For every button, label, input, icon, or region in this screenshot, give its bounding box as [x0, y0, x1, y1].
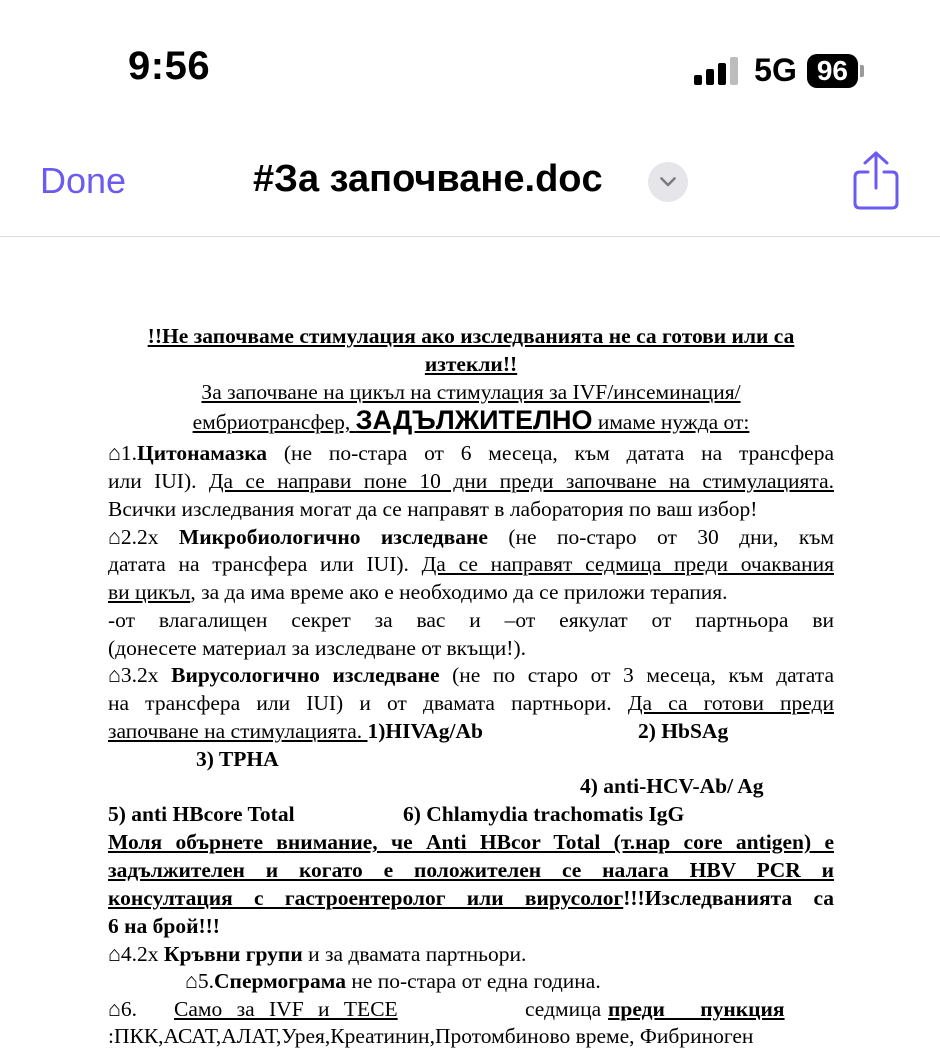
- item-4: ⌂4.2х Кръвни групи и за двамата партньори.: [108, 942, 527, 966]
- item-2-line-4: -от влагалищен секрет за вас и –от еякулат от партньора ви: [108, 608, 834, 632]
- test-anti-hcv: 4) anti-HCV-Ab/ Ag: [580, 774, 764, 798]
- item-1-line-2: или IUI). Да се направи поне 10 дни преди започване на стимулацията.: [108, 469, 835, 493]
- test-anti-hbcore: 5) anti HBcore Total: [108, 802, 295, 826]
- item-2-line-5: (донесете материал за изследване от вкъщи!).: [108, 636, 526, 660]
- document-title[interactable]: #За започване.doc: [253, 158, 603, 200]
- test-tpha: 3) TPHA: [196, 747, 279, 771]
- item-6-ivf-tece: Само за IVF и TECE: [174, 997, 398, 1021]
- item-2-line-3: ви цикъл, за да има време ако е необходимо да се приложи терапия.: [108, 580, 728, 604]
- intro-line-2: ембриотрансфер, ЗАДЪЛЖИТЕЛНО имаме нужда от:: [192, 405, 750, 435]
- share-icon[interactable]: [852, 150, 900, 212]
- status-indicators: [694, 52, 864, 89]
- warning-line-1: Моля обърнете внимание, че Anti HBcor Total (т.нар core antigen) е: [108, 830, 834, 854]
- item-3-line-3: започване на стимулацията. 1)HIVAg/Ab: [108, 719, 484, 743]
- done-button[interactable]: Done: [40, 160, 127, 201]
- item-6-number: ⌂6.: [108, 997, 138, 1021]
- mandatory-text: ЗАДЪЛЖИТЕЛНО: [355, 405, 593, 435]
- status-time: 9:56: [128, 44, 211, 88]
- warning-line-2: задължителен и когато е положителен се налага HBV PCR и: [108, 858, 834, 882]
- test-chlamydia: 6) Chlamydia trachomatis IgG: [403, 802, 685, 826]
- item-6-before-puncture: преди пункция: [608, 997, 785, 1021]
- heading-line-1: !!Не започваме стимулация ако изследванията не са готови или са: [147, 324, 795, 348]
- test-hbsag: 2) HbSAg: [638, 719, 729, 743]
- item-1-line-1: ⌂1.Цитонамазка (не по-стара от 6 месеца, към датата на трансфера: [108, 441, 834, 465]
- intro-line-1: За започване на цикъл на стимулация за IVF/инсеминация/: [201, 380, 741, 404]
- item-1-line-3: Всички изследвания могат да се направят в лаборатория по ваш избор!: [108, 497, 758, 521]
- warning-line-3: консултация с гастроентеролог или вирусолог!!!Изследванията са: [108, 886, 834, 910]
- item-6-week: седмица: [525, 997, 602, 1021]
- chevron-down-icon[interactable]: [648, 162, 688, 202]
- item-5: ⌂5.Спермограма не по-стара от една година.: [185, 969, 601, 993]
- battery-icon: [807, 54, 864, 88]
- signal-icon: [694, 57, 738, 85]
- battery-level: 96: [807, 54, 858, 88]
- item-6-line-2: :ПКК,АСАТ,АЛАТ,Урея,Креатинин,Протомбиново време, Фибриноген: [108, 1024, 754, 1048]
- heading-line-2: изтекли!!: [424, 352, 518, 376]
- warning-line-4: 6 на брой!!!: [108, 914, 220, 938]
- item-2-line-2: датата на трансфера или IUI). Да се направят седмица преди очаквания: [108, 552, 834, 576]
- item-2-line-1: ⌂2.2х Микробиологично изследване (не по-старо от 30 дни, към: [108, 525, 835, 549]
- item-3-line-1: ⌂3.2х Вирусологично изследване (не по старо от 3 месеца, към датата: [108, 663, 834, 687]
- item-3-line-2: на трансфера или IUI) и от двамата партньори. Да са готови преди: [108, 691, 834, 715]
- network-type: 5G: [754, 52, 797, 88]
- nav-divider: [0, 236, 940, 237]
